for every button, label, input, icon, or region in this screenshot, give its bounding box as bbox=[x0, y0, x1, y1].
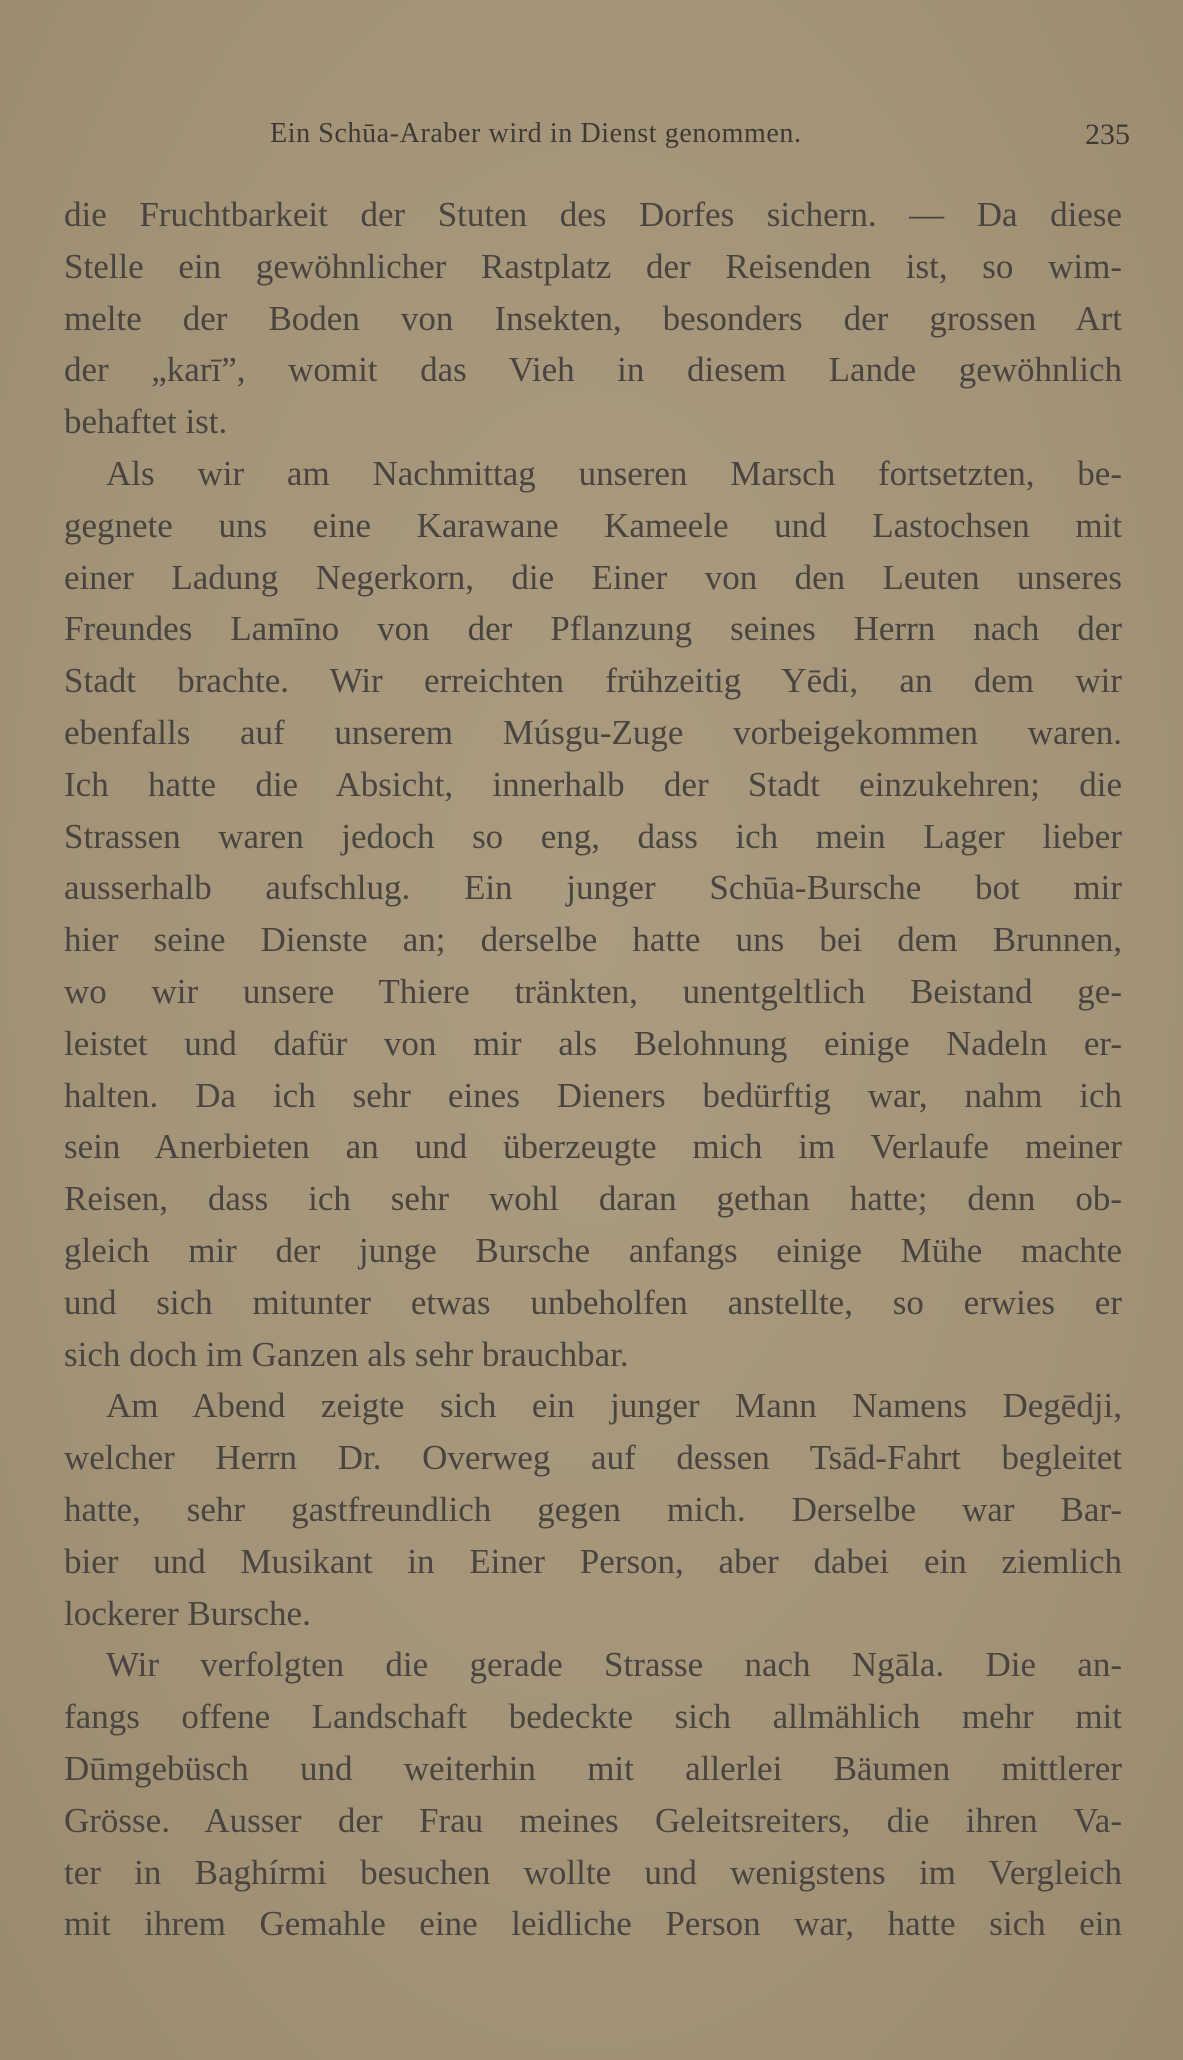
text-line: der „karī”, womit das Vieh in diesem Lande gewöhnlich bbox=[64, 350, 1122, 390]
text-line: welcher Herrn Dr. Overweg auf dessen Tsād-Fahrt begleitet bbox=[64, 1438, 1122, 1478]
text-line: ebenfalls auf unserem Músgu-Zuge vorbeigekommen waren. bbox=[64, 712, 1122, 752]
text-line: fangs offene Landschaft bedeckte sich allmählich mehr mit bbox=[64, 1697, 1122, 1737]
text-line: Am Abend zeigte sich ein junger Mann Namens Degēdji, bbox=[106, 1386, 1122, 1426]
text-line: ausserhalb aufschlug. Ein junger Schūa-Bursche bot mir bbox=[64, 868, 1122, 908]
text-line: Grösse. Ausser der Frau meines Geleitsreiters, die ihren Va- bbox=[64, 1800, 1122, 1840]
text-line: Stelle ein gewöhnlicher Rastplatz der Reisenden ist, so wim- bbox=[64, 246, 1122, 286]
text-line: Strassen waren jedoch so eng, dass ich mein Lager lieber bbox=[64, 816, 1122, 856]
text-line: einer Ladung Negerkorn, die Einer von den Leuten unseres bbox=[64, 557, 1122, 597]
text-line: leistet und dafür von mir als Belohnung einige Nadeln er- bbox=[64, 1023, 1122, 1063]
text-line: Stadt brachte. Wir erreichten frühzeitig Yēdi, an dem wir bbox=[64, 661, 1122, 701]
text-line: ter in Baghírmi besuchen wollte und wenigstens im Vergleich bbox=[64, 1852, 1122, 1892]
text-line: gleich mir der junge Bursche anfangs einige Mühe machte bbox=[64, 1230, 1122, 1270]
text-line: und sich mitunter etwas unbeholfen anstellte, so erwies er bbox=[64, 1282, 1122, 1322]
text-line: Dūmgebüsch und weiterhin mit allerlei Bäumen mittlerer bbox=[64, 1748, 1122, 1788]
body-text bbox=[64, 189, 1122, 1950]
text-line: wo wir unsere Thiere tränkten, unentgeltlich Beistand ge- bbox=[64, 971, 1122, 1011]
text-line: behaftet ist. bbox=[64, 402, 228, 442]
page-number: 235 bbox=[1085, 118, 1130, 151]
text-line: halten. Da ich sehr eines Dieners bedürftig war, nahm ich bbox=[64, 1075, 1122, 1115]
text-line: Reisen, dass ich sehr wohl daran gethan hatte; denn ob- bbox=[64, 1179, 1122, 1219]
text-line: bier und Musikant in Einer Person, aber dabei ein ziemlich bbox=[64, 1541, 1122, 1581]
text-line: sich doch im Ganzen als sehr brauchbar. bbox=[64, 1334, 629, 1374]
text-line: Ich hatte die Absicht, innerhalb der Stadt einzukehren; die bbox=[64, 764, 1122, 804]
text-line: gegnete uns eine Karawane Kameele und Lastochsen mit bbox=[64, 505, 1122, 545]
text-line: mit ihrem Gemahle eine leidliche Person war, hatte sich ein bbox=[64, 1904, 1122, 1944]
page-header bbox=[64, 118, 1130, 158]
text-line: lockerer Bursche. bbox=[64, 1593, 311, 1633]
text-line: die Fruchtbarkeit der Stuten des Dorfes sichern. — Da diese bbox=[64, 195, 1122, 234]
text-line: Wir verfolgten die gerade Strasse nach Ngāla. Die an- bbox=[106, 1645, 1122, 1685]
text-line: melte der Boden von Insekten, besonders der grossen Art bbox=[64, 298, 1122, 338]
text-line: Als wir am Nachmittag unseren Marsch fortsetzten, be- bbox=[106, 453, 1122, 493]
running-title: Ein Schūa-Araber wird in Dienst genommen. bbox=[270, 118, 802, 149]
text-line: Freundes Lamīno von der Pflanzung seines Herrn nach der bbox=[64, 609, 1122, 649]
text-line: sein Anerbieten an und überzeugte mich im Verlaufe meiner bbox=[64, 1127, 1122, 1167]
text-line: hatte, sehr gastfreundlich gegen mich. Derselbe war Bar- bbox=[64, 1489, 1122, 1529]
text-line: hier seine Dienste an; derselbe hatte uns bei dem Brunnen, bbox=[64, 920, 1122, 960]
